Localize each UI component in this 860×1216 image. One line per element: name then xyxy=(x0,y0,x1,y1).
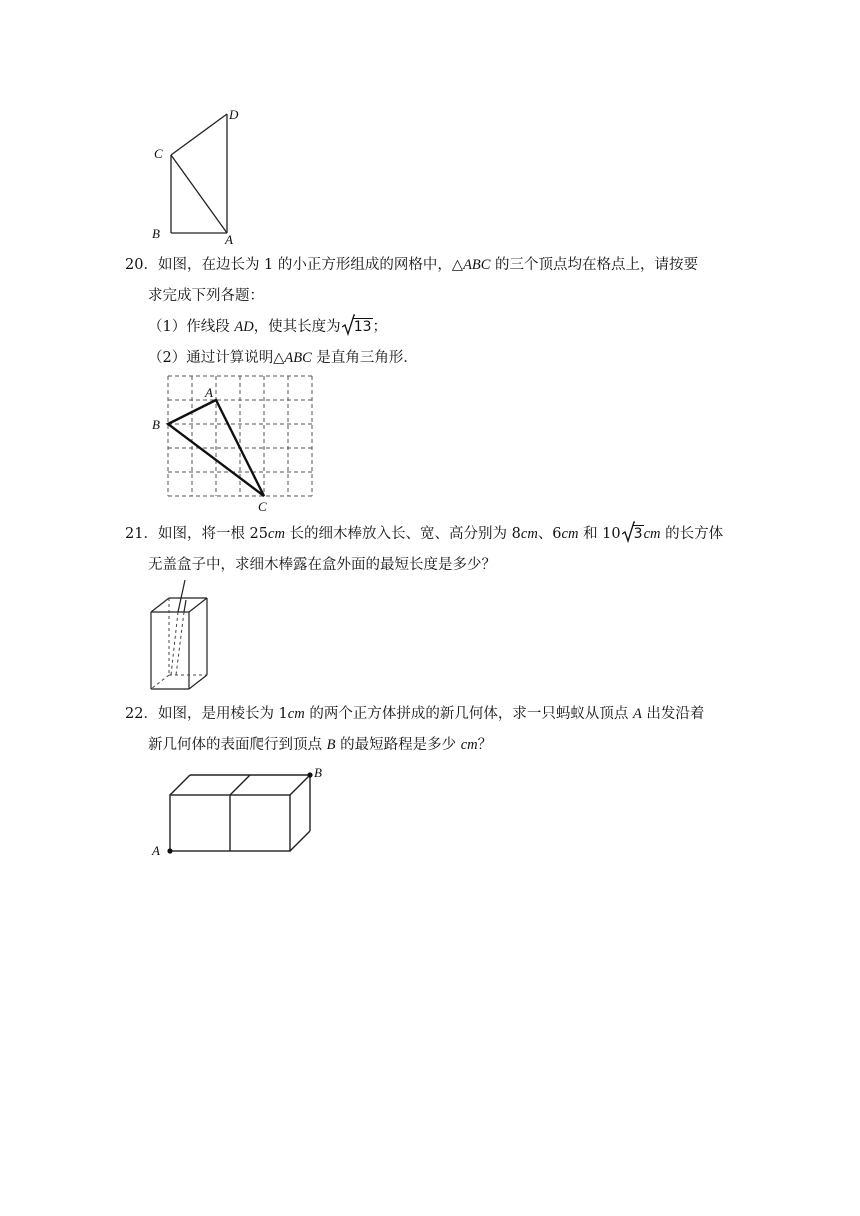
triangle-symbol: △ xyxy=(451,257,464,273)
vertex-b: B xyxy=(326,737,336,753)
q22-line1 xyxy=(125,704,704,724)
q22-text-c: 出发沿着 xyxy=(641,706,705,722)
q21-line2: 无盖盒子中，求细木棒露在盒外面的最短长度是多少？ xyxy=(148,557,496,573)
unit-cm: cm xyxy=(643,526,661,542)
q22-text-d: 新几何体的表面爬行到顶点 xyxy=(148,737,327,753)
segment-CA xyxy=(171,155,227,233)
q21-text-c: 、6 xyxy=(537,526,562,542)
label-C: C xyxy=(154,146,163,161)
label-B: B xyxy=(152,417,160,432)
sqrt-3-radicand: 3 xyxy=(633,526,643,542)
label-A: A xyxy=(225,232,233,245)
q20-text-a: 如图，在边长为 1 的小正方形组成的网格中， xyxy=(157,257,452,273)
segment-CD xyxy=(171,114,227,155)
unit-cm: cm xyxy=(561,526,579,542)
unit-cm: cm xyxy=(460,737,478,753)
q20-number: 20． xyxy=(125,257,158,273)
q20-sub1 xyxy=(148,317,387,337)
sqrt-3 xyxy=(622,524,644,544)
q20-line1 xyxy=(125,255,698,275)
sub2-abc: ABC xyxy=(284,350,312,366)
unit-cm: cm xyxy=(268,526,285,542)
q21-text-e: 的长方体 xyxy=(660,526,724,542)
q20-sub2 xyxy=(148,348,418,368)
label-C: C xyxy=(258,499,267,514)
q22-text-b: 的两个正方体拼成的新几何体，求一只蚂蚁从顶点 xyxy=(304,706,633,722)
q22-text-e: 的最短路程是多少 xyxy=(335,737,461,753)
quadrilateral-figure xyxy=(145,100,255,245)
q20-text-b: 的三个顶点均在格点上，请按要 xyxy=(490,257,699,273)
sub2-prefix: （2）通过计算说明 xyxy=(148,350,274,366)
q21-number: 21． xyxy=(125,526,158,542)
label-B: B xyxy=(152,226,160,241)
sub1-mid: ，使其长度为 xyxy=(253,319,341,335)
q20-abc: ABC xyxy=(463,257,491,273)
sub2-end: 是直角三角形． xyxy=(311,350,418,366)
q21-text-b: 长的细木棒放入长、宽、高分别为 8 xyxy=(284,526,521,542)
label-A: A xyxy=(152,843,160,858)
vertex-B-dot xyxy=(307,772,312,777)
sqrt-13 xyxy=(342,317,373,337)
q21-text-d: 和 10 xyxy=(578,526,621,542)
stick-top xyxy=(178,580,185,612)
vertex-A-dot xyxy=(167,848,172,853)
q22-text-f: ？ xyxy=(477,737,493,753)
unit-cm: cm xyxy=(520,526,538,542)
q21-line1 xyxy=(125,524,723,544)
sqrt-13-radicand: 13 xyxy=(353,319,372,335)
grid-triangle-figure xyxy=(145,370,325,515)
sub2-tri: △ xyxy=(273,350,285,366)
two-cubes-figure xyxy=(145,762,335,862)
sub1-prefix: （1）作线段 xyxy=(148,319,235,335)
label-D: D xyxy=(229,107,239,122)
label-A: A xyxy=(205,385,213,400)
sub1-ad: AD xyxy=(234,319,254,335)
q22-number: 22． xyxy=(125,706,158,722)
q20-line2: 求完成下列各题： xyxy=(148,288,264,304)
q22-line2 xyxy=(148,735,492,755)
vertex-a: A xyxy=(632,706,642,722)
label-B: B xyxy=(314,765,322,780)
q22-text-a: 如图，是用棱长为 1 xyxy=(157,706,288,722)
sub1-end: ； xyxy=(372,319,388,335)
unit-cm: cm xyxy=(287,706,305,722)
q21-text-a: 如图，将一根 25 xyxy=(157,526,269,542)
box-with-stick-figure xyxy=(140,578,220,693)
